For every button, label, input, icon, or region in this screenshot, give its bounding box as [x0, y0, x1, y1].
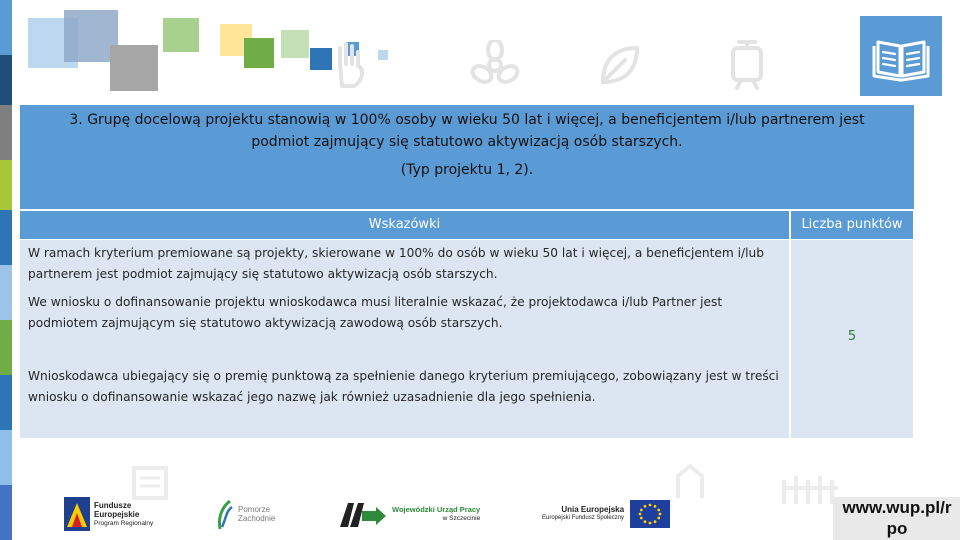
fe-line2: Europejskie — [94, 509, 140, 519]
logo-unia-europejska — [542, 492, 670, 536]
logo-pomorze-zachodnie — [216, 492, 275, 536]
wup-line1: Wojewódzki Urząd Pracy — [392, 505, 481, 514]
points-cell — [791, 240, 913, 438]
criterion-project-type: (Typ projektu 1, 2). — [400, 162, 534, 178]
logo-fundusze-europejskie — [64, 492, 153, 536]
train-icon — [725, 40, 769, 90]
column-header-hints: Wskazówki — [20, 211, 789, 239]
criterion-title-line1: 3. Grupę docelową projektu stanowią w 100% osoby w wieku 50 lat i więcej, a beneficjentem i/lub partnerem jest — [69, 112, 865, 128]
pz-line1: Pomorze — [238, 505, 271, 514]
book-icon — [860, 16, 942, 96]
wup-logo-icon — [340, 499, 386, 529]
decorative-icon-row — [330, 40, 830, 90]
pz-logo-icon — [216, 497, 234, 531]
criterion-header — [20, 105, 914, 209]
hints-cell — [20, 240, 789, 438]
logo-wup — [340, 492, 480, 536]
flower-icon — [470, 40, 520, 90]
ue-line1: Unia Europejska — [561, 505, 625, 514]
criterion-title-line2: podmiot zajmujący się statutowo aktywizacją osób starszych. — [251, 134, 683, 150]
footer-logos — [60, 492, 700, 536]
wup-line2: w Szczecinie — [442, 515, 481, 522]
website-url[interactable]: www.wup.pl/r po — [842, 498, 952, 538]
points-value: 5 — [847, 329, 857, 344]
column-header-points: Liczba punktów — [791, 211, 913, 239]
book-tile — [860, 16, 942, 96]
fe-line3: Program Regionalny — [94, 519, 154, 527]
hint-paragraph-2: We wniosku o dofinansowanie projektu wnioskodawca musi literalnie wskazać, że projektodawca i/lub Partner jest podmiotem zajmującym się statutowo aktywizacją zawodową osób starszych. — [28, 295, 723, 330]
ue-line2: Europejski Fundusz Społeczny — [542, 515, 625, 521]
hand-icon — [330, 40, 374, 90]
pz-line2: Zachodnie — [238, 514, 276, 523]
eu-flag-icon — [630, 500, 670, 528]
hint-paragraph-1: W ramach kryterium premiowane są projekty, skierowane w 100% do osób w wieku 50 lat i więcej, a beneficjentem i/lub partnerem jest podmiot zajmujący się statutowo aktywizacją osób starszych. — [28, 246, 764, 281]
hint-paragraph-3: Wnioskodawca ubiegający się o premię punktową za spełnienie danego kryterium premiującego, zobowiązany jest w treści wniosku o dofinansowanie wskazać jego nazwę jak również uzasadnienie dla jego spełnienia. — [28, 369, 779, 404]
left-color-strip — [0, 0, 12, 540]
leaf-icon — [595, 40, 645, 90]
fe-line1: Fundusze — [94, 500, 132, 510]
fe-logo-icon — [64, 497, 90, 531]
